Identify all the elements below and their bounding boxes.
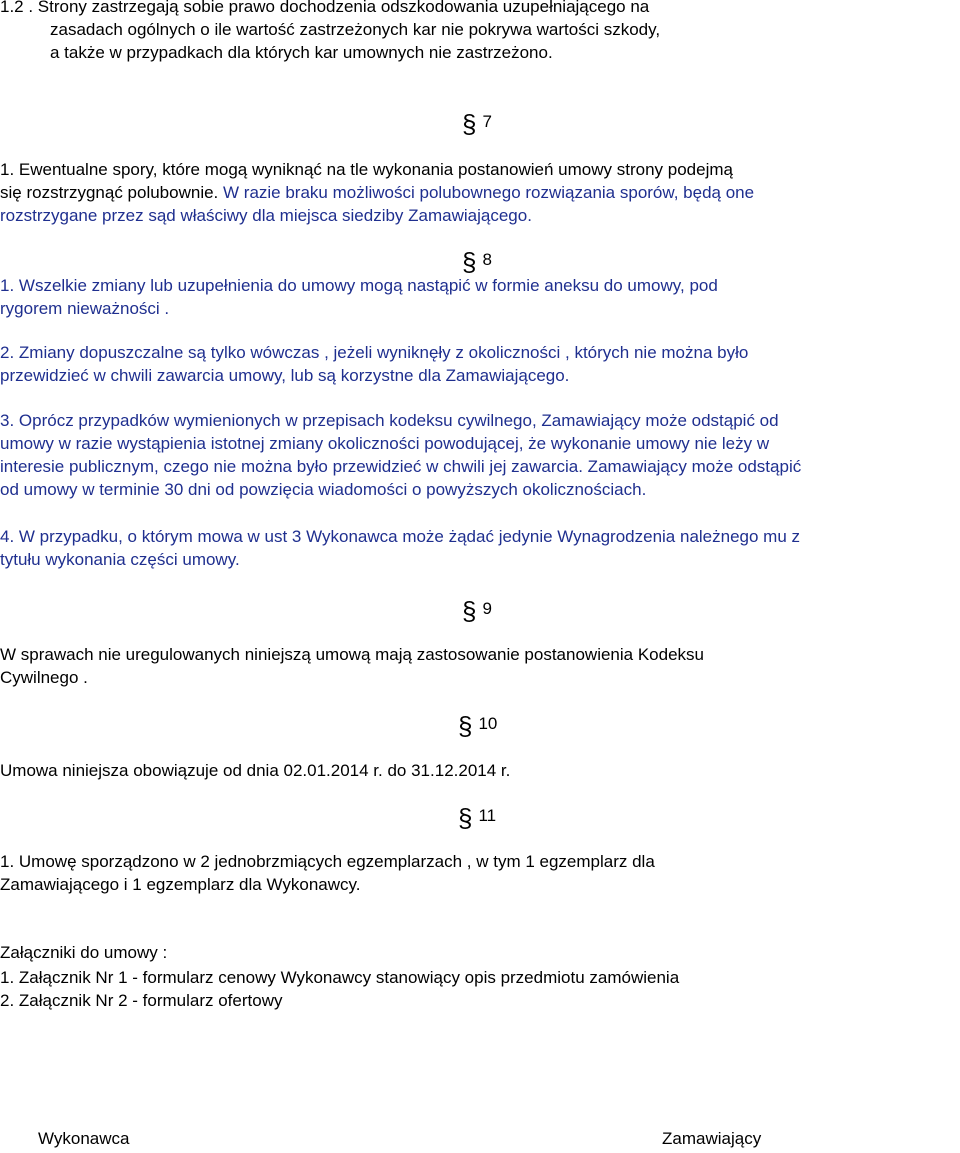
paragraph-1-2-line-2: zasadach ogólnych o ile wartość zastrzeżonych kar nie pokrywa wartości szkody, [50, 20, 661, 39]
section-8-p3-line-1: 3. Oprócz przypadków wymienionych w przepisach kodeksu cywilnego, Zamawiający może odstąpić od [0, 411, 779, 430]
attachments-heading: Załączniki do umowy : [0, 943, 168, 962]
signature-ordering-party: Zamawiający [662, 1129, 762, 1148]
section-8-p3-line-3: interesie publicznym, czego nie można było przewidzieć w chwili jej zawarcia. Zamawiający może odstąpić [0, 457, 802, 476]
section-sign-icon: § [462, 109, 477, 139]
section-sign-icon: § [458, 711, 473, 741]
section-7-line-2 [0, 183, 754, 203]
section-9-number: 9 [482, 599, 492, 618]
section-10-heading [458, 711, 498, 741]
section-7-line-3: rozstrzygane przez sąd właściwy dla miejsca siedziby Zamawiającego. [0, 206, 532, 225]
section-8-p2-line-2: przewidzieć w chwili zawarcia umowy, lub są korzystne dla Zamawiającego. [0, 366, 570, 385]
section-8-p1-line-1: 1. Wszelkie zmiany lub uzupełnienia do umowy mogą nastąpić w formie aneksu do umowy, pod [0, 276, 718, 295]
section-10-line-1: Umowa niniejsza obowiązuje od dnia 02.01.2014 r. do 31.12.2014 r. [0, 761, 511, 780]
section-11-line-1: 1. Umowę sporządzono w 2 jednobrzmiących egzemplarzach , w tym 1 egzemplarz dla [0, 852, 655, 871]
section-8-heading [462, 247, 492, 277]
section-10-number: 10 [478, 714, 498, 733]
section-9-line-2: Cywilnego . [0, 668, 88, 687]
section-8-p3-line-4: od umowy w terminie 30 dni od powzięcia wiadomości o powyższych okolicznościach. [0, 480, 647, 499]
attachment-item-2: 2. Załącznik Nr 2 - formularz ofertowy [0, 991, 283, 1010]
section-8-p4-line-2: tytułu wykonania części umowy. [0, 550, 240, 569]
section-7-heading [462, 109, 492, 139]
section-8-p2-line-1: 2. Zmiany dopuszczalne są tylko wówczas , jeżeli wyniknęły z okoliczności , których nie można było [0, 343, 749, 362]
paragraph-1-2-line-3: a także w przypadkach dla których kar umownych nie zastrzeżono. [50, 43, 553, 62]
section-8-p4-line-1: 4. W przypadku, o którym mowa w ust 3 Wykonawca może żądać jedynie Wynagrodzenia należnego mu z [0, 527, 801, 546]
section-7-line-2a: się rozstrzygnąć polubownie. [0, 183, 224, 202]
section-sign-icon: § [462, 247, 477, 277]
section-7-line-2b: W razie braku możliwości polubownego rozwiązania sporów, będą one [223, 183, 755, 202]
section-8-p3-line-2: umowy w razie wystąpienia istotnej zmiany okoliczności powodującej, że wykonanie umowy nie leży w [0, 434, 770, 453]
section-8-number: 8 [482, 250, 492, 269]
signature-contractor: Wykonawca [38, 1129, 130, 1148]
section-9-heading [462, 596, 492, 626]
section-sign-icon: § [462, 596, 477, 626]
section-7-line-1: 1. Ewentualne spory, które mogą wyniknąć na tle wykonania postanowień umowy strony podejmą [0, 160, 733, 179]
section-sign-icon: § [458, 803, 473, 833]
section-7-number: 7 [482, 112, 492, 131]
paragraph-1-2-line-1: 1.2 . Strony zastrzegają sobie prawo dochodzenia odszkodowania uzupełniającego na [0, 0, 650, 16]
section-8-p1-line-2: rygorem nieważności . [0, 299, 170, 318]
section-11-line-2: Zamawiającego i 1 egzemplarz dla Wykonawcy. [0, 875, 361, 894]
section-11-heading [458, 803, 497, 833]
section-11-number: 11 [478, 806, 497, 825]
attachment-item-1: 1. Załącznik Nr 1 - formularz cenowy Wykonawcy stanowiący opis przedmiotu zamówienia [0, 968, 680, 987]
section-9-line-1: W sprawach nie uregulowanych niniejszą umową mają zastosowanie postanowienia Kodeksu [0, 645, 704, 664]
